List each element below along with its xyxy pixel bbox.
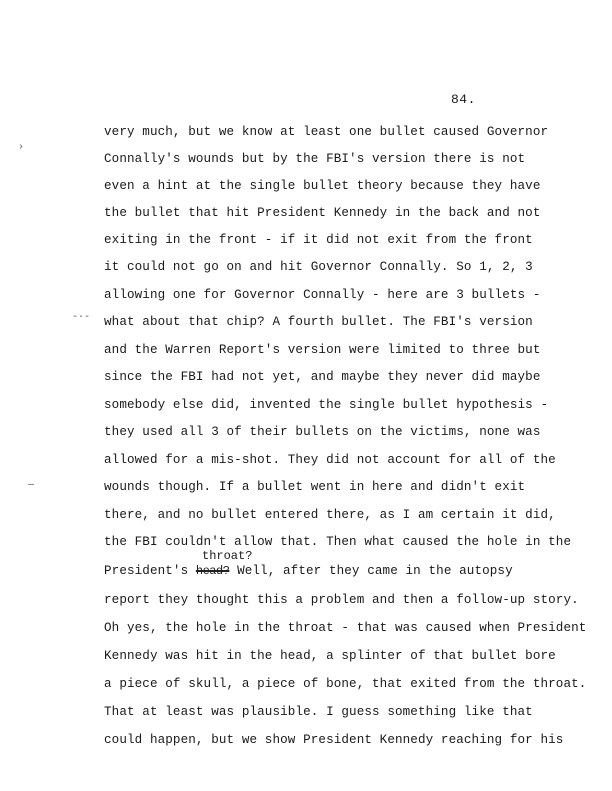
text-line: the bullet that hit President Kennedy in the back and not — [104, 206, 541, 220]
margin-mark: — — [28, 480, 35, 491]
text-line: Kennedy was hit in the head, a splinter of that bullet bore — [104, 649, 556, 663]
text-line: allowed for a mis-shot. They did not account for all of the — [104, 453, 556, 467]
text-line: what about that chip? A fourth bullet. The FBI's version — [104, 315, 533, 329]
text-line: Connally's wounds but by the FBI's version there is not — [104, 152, 526, 166]
correction-before: President's — [104, 564, 196, 578]
text-line: report they thought this a problem and then a follow-up story. — [104, 593, 579, 607]
margin-mark: › — [18, 142, 25, 153]
text-line: exiting in the front - if it did not exit from the front — [104, 233, 533, 247]
text-line: the FBI couldn't allow that. Then what caused the hole in the — [104, 535, 572, 549]
page-number: 84. — [451, 92, 476, 107]
text-line: could happen, but we show President Kennedy reaching for his — [104, 733, 564, 747]
text-line: somebody else did, invented the single bullet hypothesis - — [104, 398, 549, 412]
text-line: That at least was plausible. I guess something like that — [104, 705, 533, 719]
text-line: they used all 3 of their bullets on the victims, none was — [104, 425, 541, 439]
text-line: even a hint at the single bullet theory because they have — [104, 179, 541, 193]
text-line: allowing one for Governor Connally - here are 3 bullets - — [104, 288, 541, 302]
corrected-text-line — [104, 564, 513, 578]
text-line: and the Warren Report's version were limited to three but — [104, 343, 541, 357]
text-line: Oh yes, the hole in the throat - that was caused when President — [104, 621, 587, 635]
text-line: wounds though. If a bullet went in here and didn't exit — [104, 480, 526, 494]
text-line: a piece of skull, a piece of bone, that exited from the throat. — [104, 677, 587, 691]
text-line: since the FBI had not yet, and maybe they never did maybe — [104, 370, 541, 384]
text-line: it could not go on and hit Governor Connally. So 1, 2, 3 — [104, 260, 533, 274]
struck-word: head? — [195, 564, 230, 578]
handwritten-insertion: throat? — [202, 549, 253, 563]
correction-after: Well, after they came in the autopsy — [229, 564, 513, 578]
text-line: very much, but we know at least one bullet caused Governor — [104, 125, 549, 139]
margin-mark: -·- — [72, 312, 91, 323]
text-line: there, and no bullet entered there, as I am certain it did, — [104, 508, 556, 522]
